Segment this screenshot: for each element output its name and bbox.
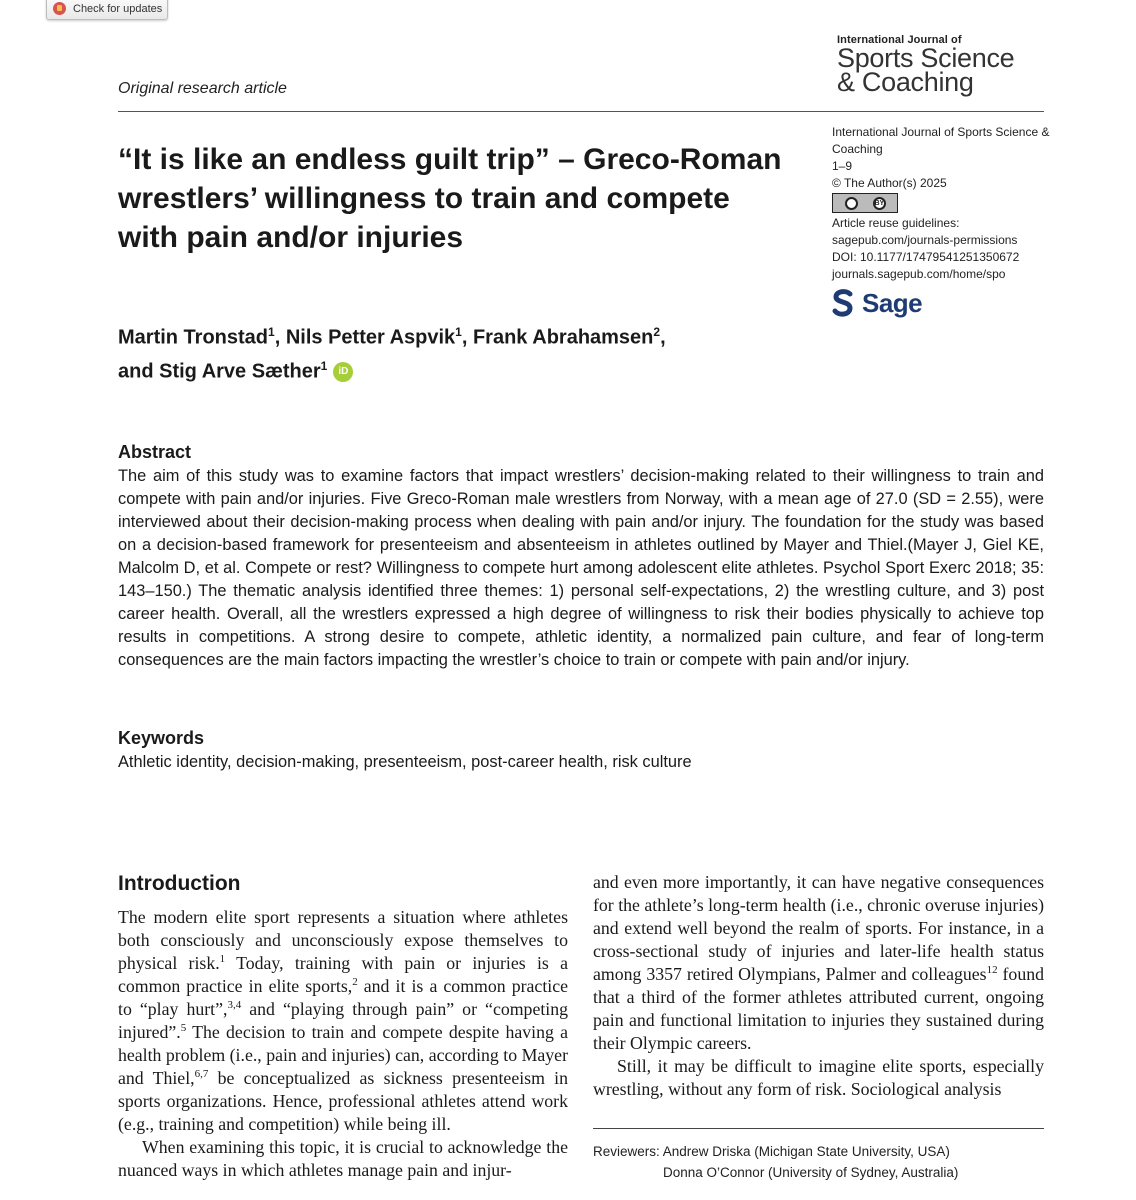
author-list — [118, 318, 818, 385]
meta-doi[interactable]: DOI: 10.1177/17479541251350672 — [832, 250, 1020, 264]
author-separator: , — [461, 326, 468, 349]
meta-home-link[interactable]: journals.sagepub.com/home/spo — [832, 267, 1006, 281]
citation-ref[interactable]: 3,4 — [227, 999, 242, 1012]
author-name[interactable]: Frank Abrahamsen — [472, 326, 654, 349]
author-affiliation: 1 — [268, 325, 275, 339]
reviewers-note — [593, 1141, 958, 1183]
author-separator: , — [274, 326, 281, 349]
cc-by-label: BY — [873, 197, 886, 210]
orcid-icon[interactable]: iD — [333, 362, 353, 382]
article-title: “It is like an endless guilt trip” – Greco-Roman wrestlers’ willingness to train and compete with pain and/or injuries — [118, 143, 782, 254]
paragraph — [593, 871, 1044, 1055]
author-name[interactable]: Nils Petter Aspvik — [285, 326, 456, 349]
meta-reuse-link[interactable]: sagepub.com/journals-permissions — [832, 233, 1018, 247]
sage-logo — [832, 289, 1062, 317]
abstract-heading: Abstract — [118, 442, 192, 462]
footnote-divider — [593, 1128, 1044, 1129]
author-affiliation: 1 — [455, 325, 462, 339]
body-column-left — [118, 906, 568, 1182]
header-divider — [118, 111, 1044, 112]
journal-logo-line3: & Coaching — [837, 67, 974, 97]
meta-pages: 1–9 — [832, 159, 853, 173]
cc-icon — [845, 197, 858, 210]
text-span: found that a third of the former athletes attributed current, ongoing pain and functional limitation to injuries they sustained during their Olympic careers. — [593, 964, 1044, 1053]
journal-logo-line1: International Journal of — [837, 34, 962, 46]
author-name[interactable]: Martin Tronstad — [118, 326, 269, 349]
paragraph: When examining this topic, it is crucial to acknowledge the nuanced ways in which athletes manage pain and injur- — [118, 1137, 568, 1180]
sage-wordmark: Sage — [862, 287, 923, 318]
meta-copyright: © The Author(s) 2025 — [832, 176, 947, 190]
text-span: and it is a common practice to “play hurt”, — [118, 976, 568, 1019]
article-type: Original research article — [118, 80, 287, 97]
author-separator: , — [660, 326, 666, 349]
author-affiliation: 2 — [653, 325, 661, 339]
body-column-right — [593, 871, 1044, 1101]
text-span: Today, training with pain or injuries is a common practice in elite sports, — [118, 953, 568, 996]
keywords-text: Athletic identity, decision-making, presenteeism, post-career health, risk culture — [118, 753, 692, 771]
citation-ref[interactable]: 2 — [352, 976, 358, 989]
citation-ref[interactable]: 6,7 — [194, 1068, 209, 1081]
text-span: and “playing through pain” or “competing injured”. — [118, 999, 568, 1042]
paragraph: Still, it may be difficult to imagine elite sports, especially wrestling, without any form of risk. Sociological analysis — [593, 1056, 1044, 1099]
journal-logo — [837, 34, 1015, 97]
citation-ref[interactable]: 12 — [986, 964, 998, 977]
reviewer-line: Reviewers: Andrew Driska (Michigan State University, USA) — [593, 1144, 950, 1159]
article-metadata — [832, 124, 1062, 317]
text-span: The decision to train and compete despite having a health problem (i.e., pain and injuries) can, according to Mayer and Thiel, — [118, 1022, 568, 1088]
text-span: and even more importantly, it can have negative consequences for the athlete’s long-term health (i.e., chronic overuse injuries) and extend well beyond the realm of sports. For instance, in a cross-sectional study of injuries and later-life health status among 3357 retired Olympians, Palmer and colleagues — [593, 872, 1044, 984]
cc-by-license-icon[interactable] — [832, 193, 898, 213]
reviewer-line: Donna O’Connor (University of Sydney, Australia) — [663, 1165, 959, 1180]
keywords-heading: Keywords — [118, 728, 205, 748]
text-span: be conceptualized as sickness presenteeism in sports organizations. Hence, professional athletes attend work (e.g., training and competition) while being ill. — [118, 1068, 568, 1134]
introduction-heading: Introduction — [118, 872, 241, 895]
crossmark-icon — [53, 2, 66, 15]
text-span: The modern elite sport represents a situation where athletes both consciously and unconsciously expose themselves to physical risk. — [118, 907, 568, 973]
author-affiliation: 1 — [320, 358, 328, 373]
citation-ref[interactable]: 1 — [219, 953, 226, 966]
meta-journal: International Journal of Sports Science & Coaching — [832, 125, 1050, 156]
check-for-updates-label: Check for updates — [73, 2, 163, 15]
check-for-updates-button[interactable] — [46, 0, 168, 20]
author-name[interactable]: and Stig Arve Sæther — [118, 360, 321, 383]
journal-logo-line2: Sports Science — [837, 43, 1015, 73]
citation-ref[interactable]: 5 — [180, 1022, 187, 1035]
sage-s-icon — [832, 289, 854, 317]
meta-reuse-label: Article reuse guidelines: — [832, 216, 960, 230]
abstract-text: The aim of this study was to examine factors that impact wrestlers’ decision-making related to their willingness to train and compete with pain and/or injuries. Five Greco-Roman male wrestlers from Norway, with a mean age of 27.0 (SD = 2.55), were interviewed about their decision-making process when dealing with pain and/or injury. The foundation for the study was based on a decision-based framework for presenteeism and absenteeism in athletes outlined by Mayer and Thiel.(Mayer J, Giel KE, Malcolm D, et al. Compete or rest? Willingness to compete hurt among adolescent elite athletes. Psychol Sport Exerc 2018; 35: 143–150.) The thematic analysis identified three themes: 1) personal self-expectations, 2) the wrestling culture, and 3) post career health. Overall, all the wrestlers expressed a high degree of willingness to risk their bodies physically to achieve top results in competitions. A strong desire to compete, athletic identity, a normalized pain culture, and fear of long-term consequences are the main factors impacting the wrestler’s choice to train or compete with pain and/or injury. — [118, 467, 1044, 669]
paragraph — [118, 906, 568, 1136]
